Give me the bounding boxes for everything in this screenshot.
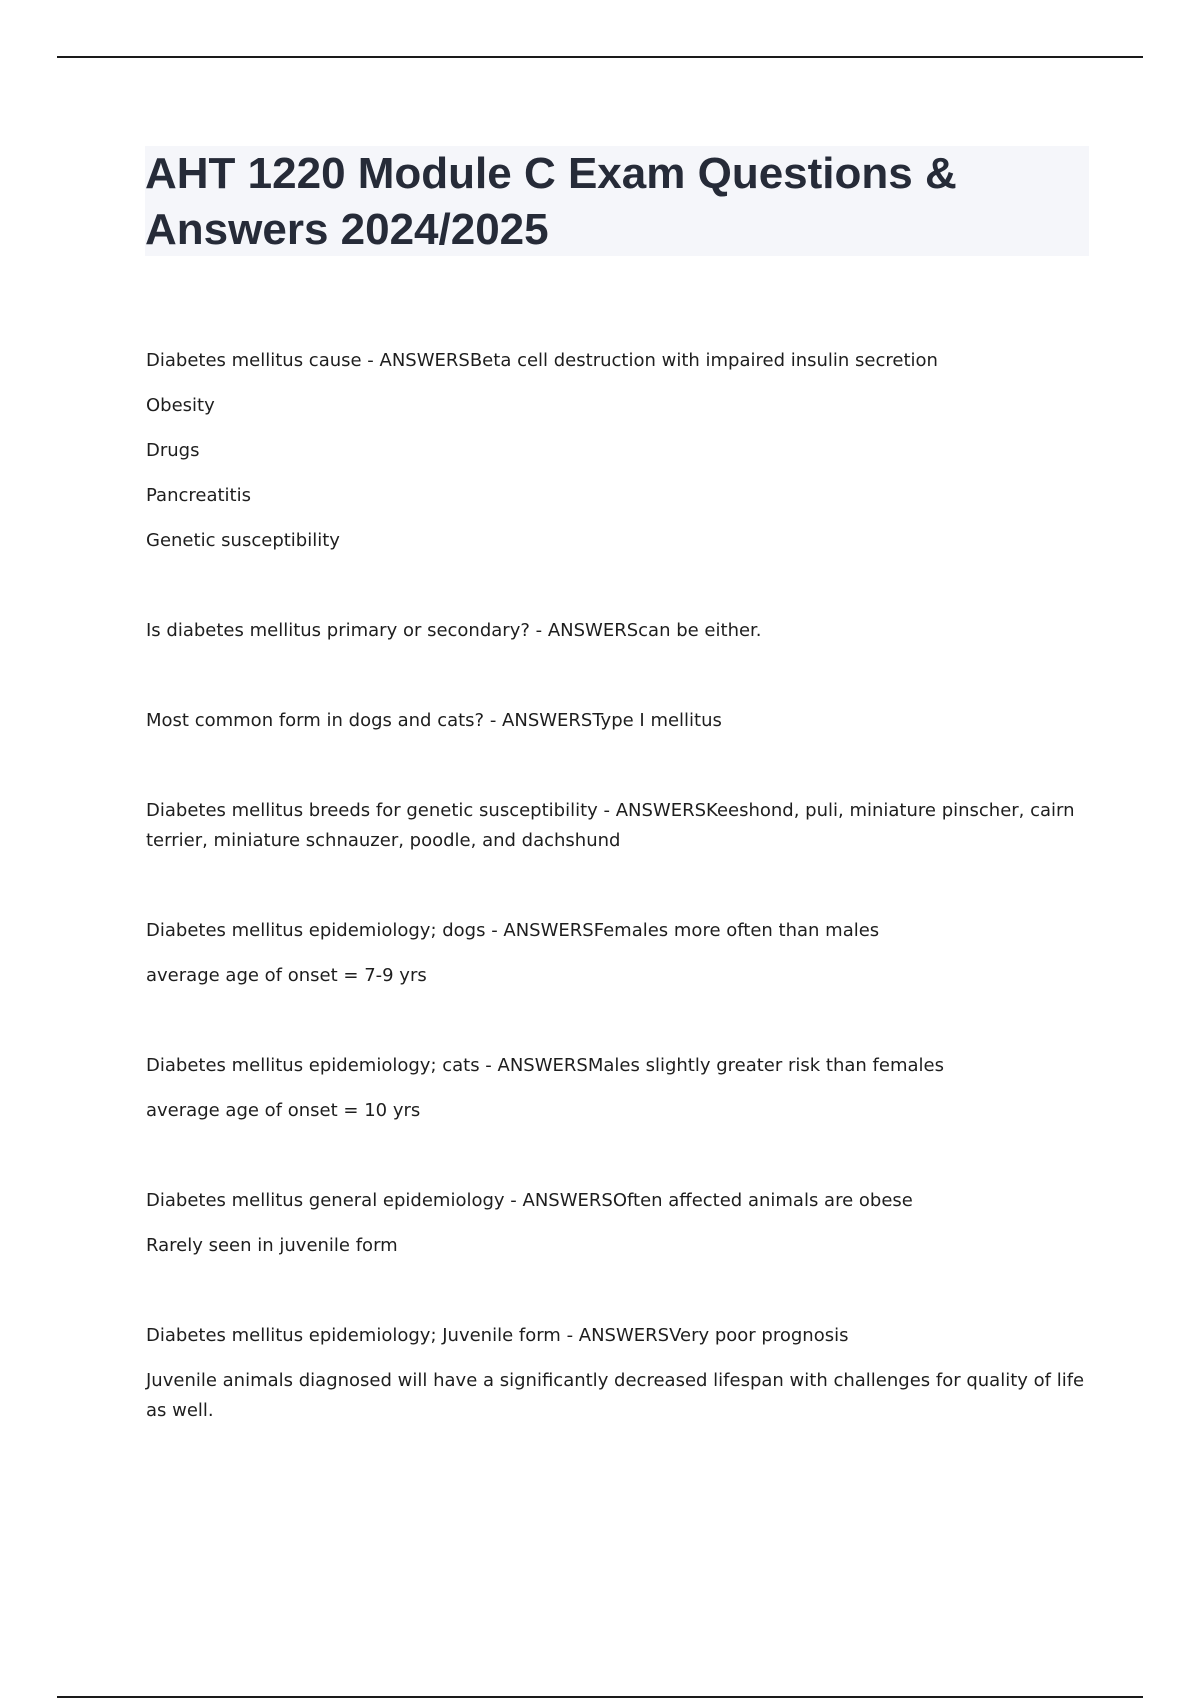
qa-line: Rarely seen in juvenile form [146, 1235, 398, 1256]
qa-entry [146, 706, 1086, 736]
qa-line: Diabetes mellitus general epidemiology - ANSWERSOften affected animals are obese [146, 1190, 913, 1211]
qa-line: Diabetes mellitus epidemiology; Juvenile form - ANSWERSVery poor prognosis [146, 1325, 849, 1346]
qa-line: Diabetes mellitus epidemiology; cats - ANSWERSMales slightly greater risk than females [146, 1055, 944, 1076]
qa-entry [146, 1051, 1086, 1126]
qa-line: Is diabetes mellitus primary or secondary? - ANSWERScan be either. [146, 620, 762, 641]
qa-entry [146, 346, 1086, 556]
qa-line: Obesity [146, 395, 215, 416]
qa-entry [146, 616, 1086, 646]
qa-line: Diabetes mellitus epidemiology; dogs - ANSWERSFemales more often than males [146, 920, 880, 941]
qa-line: Drugs [146, 440, 200, 461]
qa-line: Juvenile animals diagnosed will have a significantly decreased lifespan with challenges for quality of life as well. [146, 1370, 1085, 1421]
qa-line: Pancreatitis [146, 485, 251, 506]
qa-line: average age of onset = 10 yrs [146, 1100, 421, 1121]
qa-entry [146, 796, 1086, 856]
qa-entry [146, 1321, 1086, 1426]
title-box [145, 146, 1089, 256]
qa-line: Most common form in dogs and cats? - ANSWERSType I mellitus [146, 710, 722, 731]
top-rule [57, 56, 1143, 58]
qa-line: Diabetes mellitus breeds for genetic susceptibility - ANSWERSKeeshond, puli, miniature pinscher, cairn terrier, miniature schnauzer, poodle, and dachshund [146, 800, 1075, 851]
bottom-rule [57, 1696, 1143, 1698]
qa-line: Genetic susceptibility [146, 530, 340, 551]
qa-line: Diabetes mellitus cause - ANSWERSBeta cell destruction with impaired insulin secretion [146, 350, 938, 371]
qa-entry [146, 916, 1086, 991]
page-title: AHT 1220 Module C Exam Questions & Answers 2024/2025 [145, 149, 957, 254]
qa-content [146, 346, 1086, 1486]
qa-line: average age of onset = 7-9 yrs [146, 965, 427, 986]
qa-entry [146, 1186, 1086, 1261]
